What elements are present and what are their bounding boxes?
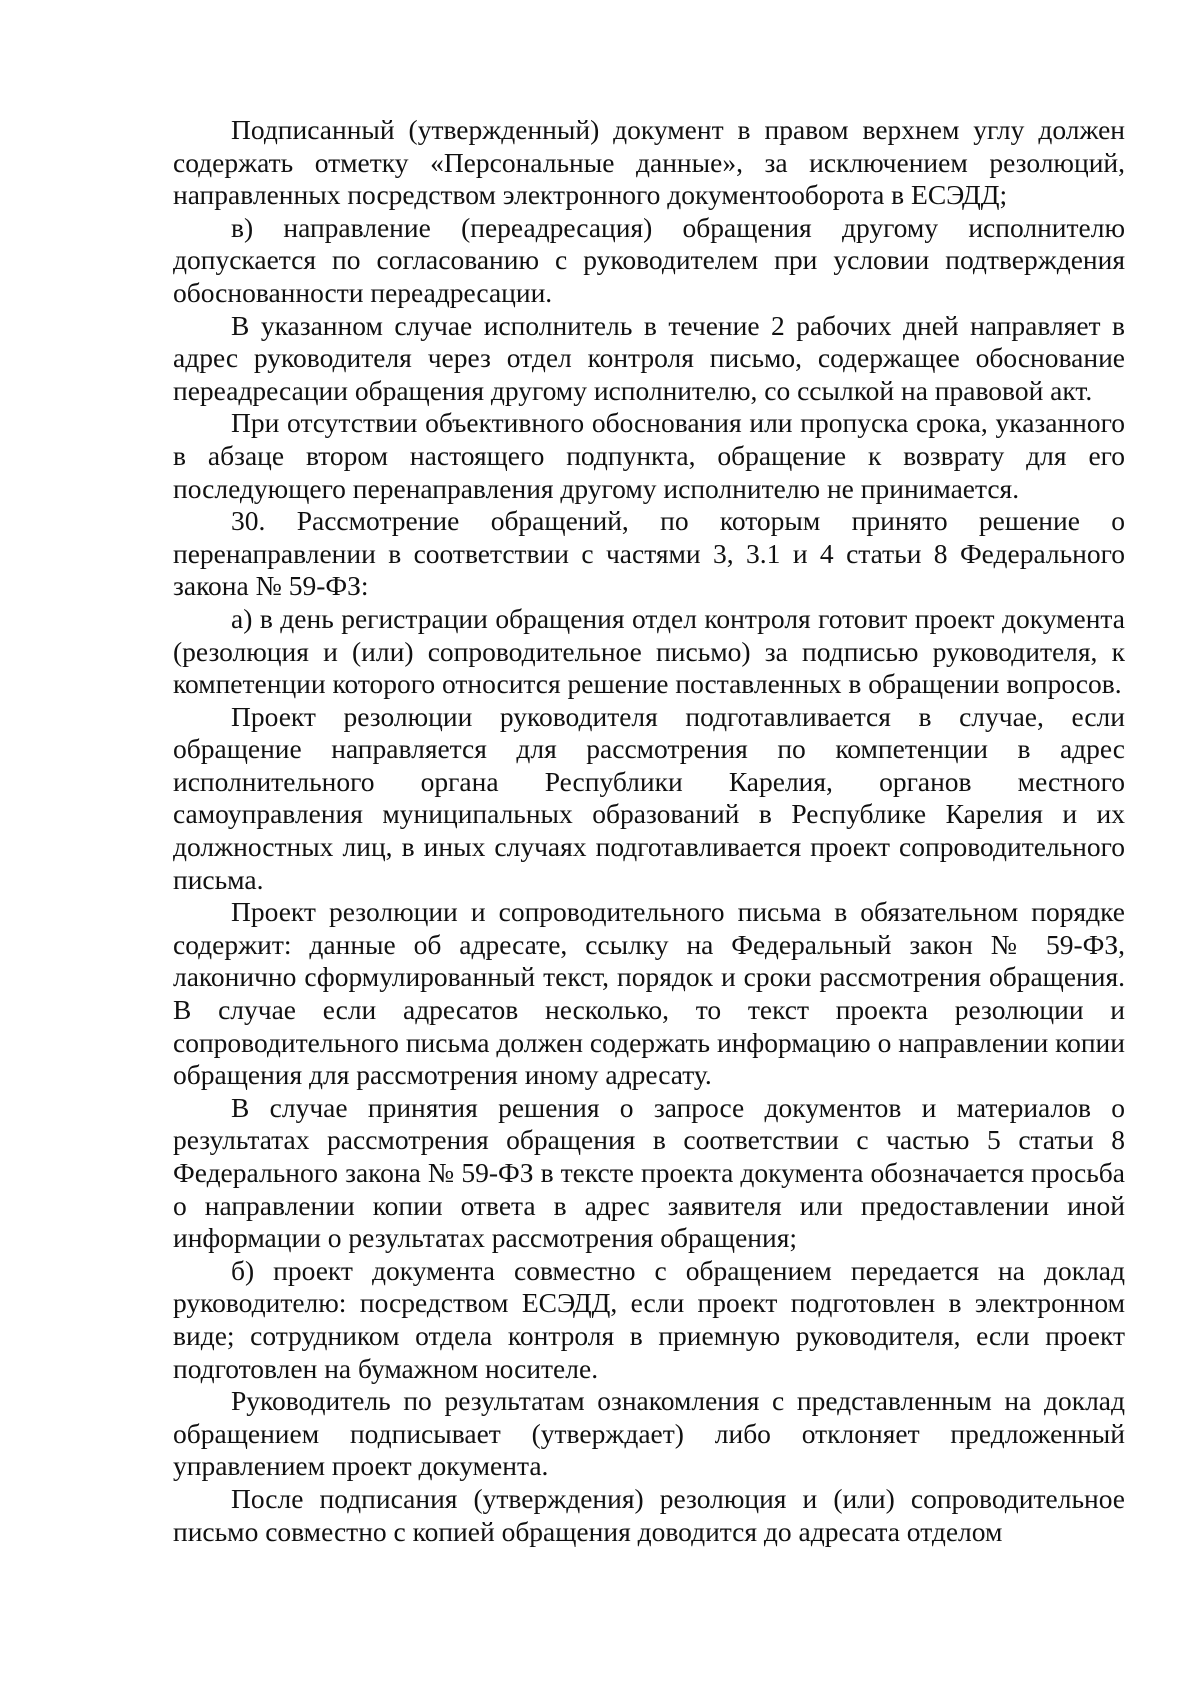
paragraph-documents-request: В случае принятия решения о запросе документов и материалов о результатах рассмотрения обращения в соответствии с частью 5 статьи 8 Федерального закона № 59-ФЗ в тексте проекта документа обозначается просьба о направлении копии ответа в адрес заявителя или предоставлении иной информации о результатах рассмотрения обращения; [173, 1091, 1125, 1254]
paragraph-section-30: 30. Рассмотрение обращений, по которым принято решение о перенаправлении в соответствии с частями 3, 3.1 и 4 статьи 8 Федерального закона № 59-ФЗ: [173, 505, 1125, 602]
paragraph-resolution-content: Проект резолюции и сопроводительного письма в обязательном порядке содержит: данные об адресате, ссылку на Федеральный закон № 59-ФЗ, лаконично сформулированный текст, порядок и сроки рассмотрения обращения. В случае если адресатов несколько, то текст проекта резолюции и сопроводительного письма должен содержать информацию о направлении копии обращения для рассмотрения иному адресату. [173, 896, 1125, 1091]
paragraph-signed-document: Подписанный (утвержденный) документ в правом верхнем углу должен содержать отметку «Персональные данные», за исключением резолюций, направленных посредством электронного документооборота в ЕСЭДД; [173, 114, 1125, 211]
document-page [173, 114, 1125, 1548]
paragraph-head-decision: Руководитель по результатам ознакомления с представленным на доклад обращением подписывает (утверждает) либо отклоняет предложенный управлением проект документа. [173, 1385, 1125, 1482]
paragraph-item-a-registration: а) в день регистрации обращения отдел контроля готовит проект документа (резолюция и (или) сопроводительное письмо) за подписью руководителя, к компетенции которого относится решение поставленных в обращении вопросов. [173, 602, 1125, 700]
paragraph-item-b-report: б) проект документа совместно с обращением передается на доклад руководителю: посредством ЕСЭДД, если проект подготовлен в электронном виде; сотрудником отдела контроля в приемную руководителя, если проект подготовлен на бумажном носителе. [173, 1254, 1125, 1384]
paragraph-after-signing: После подписания (утверждения) резолюция и (или) сопроводительное письмо совместно с копией обращения доводится до адресата отделом [173, 1482, 1125, 1547]
paragraph-resolution-draft: Проект резолюции руководителя подготавливается в случае, если обращение направляется для рассмотрения по компетенции в адрес исполнительного органа Республики Карелия, органов местного самоуправления муниципальных образований в Республике Карелия и их должностных лиц, в иных случаях подготавливается проект сопроводительного письма. [173, 700, 1125, 895]
paragraph-redirection-letter: В указанном случае исполнитель в течение 2 рабочих дней направляет в адрес руководителя через отдел контроля письмо, содержащее обоснование переадресации обращения другому исполнителю, со ссылкой на правовой акт. [173, 309, 1125, 406]
paragraph-item-v-redirection: в) направление (переадресация) обращения другому исполнителю допускается по согласованию с руководителем при условии подтверждения обоснованности переадресации. [173, 211, 1125, 308]
paragraph-no-justification: При отсутствии объективного обоснования или пропуска срока, указанного в абзаце втором настоящего подпункта, обращение к возврату для его последующего перенаправления другому исполнителю не принимается. [173, 407, 1125, 504]
